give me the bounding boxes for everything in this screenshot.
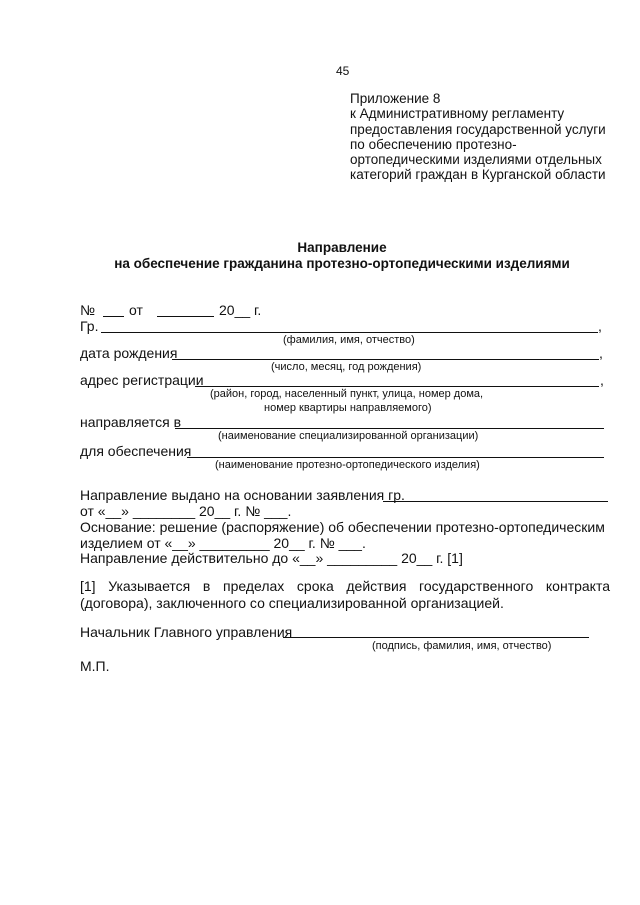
signature-label: Начальник Главного управления	[80, 624, 293, 640]
product-caption: (наименование протезно-ортопедического изделия)	[215, 459, 480, 471]
basis-line-1: Направление выдано на основании заявления гр.	[80, 487, 405, 503]
appendix-line: по обеспечению протезно-	[350, 136, 517, 152]
signature-caption: (подпись, фамилия, имя, отчество)	[372, 640, 552, 652]
page-number: 45	[336, 64, 350, 78]
basis-line-3: Основание: решение (распоряжение) об обеспечении протезно-ортопедическим	[80, 519, 605, 535]
product-field[interactable]	[187, 457, 604, 458]
address-caption: (район, город, населенный пункт, улица, номер дома,	[210, 388, 484, 400]
birth-label: дата рождения	[80, 345, 178, 361]
number-field[interactable]	[103, 316, 124, 317]
appendix-line: к Административному регламенту	[350, 106, 565, 122]
appendix-line: ортопедическими изделиями отдельных	[350, 152, 602, 168]
number-label: №	[80, 302, 96, 318]
address-field[interactable]	[195, 386, 599, 387]
signature-field[interactable]	[283, 637, 589, 638]
document-subtitle: на обеспечение гражданина протезно-ортопедическими изделиями	[114, 256, 570, 271]
birth-caption: (число, месяц, год рождения)	[271, 361, 422, 373]
from-label: от	[129, 302, 143, 318]
appendix-header	[350, 91, 620, 183]
organization-field[interactable]	[175, 428, 604, 429]
appendix-line: Приложение 8	[350, 91, 441, 106]
citizen-caption: (фамилия, имя, отчество)	[283, 334, 415, 346]
citizen-label: Гр.	[80, 318, 99, 334]
provision-label: для обеспечения	[80, 443, 192, 459]
organization-caption: (наименование специализированной организации)	[218, 430, 479, 442]
applicant-field[interactable]	[383, 501, 608, 502]
stamp-label: М.П.	[80, 658, 110, 674]
address-caption-2: номер квартиры направляемого)	[264, 402, 432, 414]
sent-to-label: направляется в	[80, 414, 182, 430]
address-label: адрес регистрации	[80, 372, 204, 388]
appendix-line: категорий граждан в Курганской области	[350, 167, 606, 183]
year-label: 20__ г.	[219, 302, 262, 318]
basis-line-4: изделием от «__» _________ 20__ г. № ___.	[80, 535, 366, 551]
birth-date-field[interactable]	[172, 359, 599, 360]
basis-line-2: от «__» ________ 20__ г. № ___.	[80, 503, 292, 519]
appendix-line: предоставления государственной услуги	[350, 121, 606, 137]
footnote: [1] Указывается в пределах срока действия государственного контракта (договора), заключенного со специализированной организацией.	[80, 578, 610, 611]
date-field[interactable]	[157, 316, 214, 317]
basis-line-5: Направление действительно до «__» _________ 20__ г. [1]	[80, 550, 463, 566]
citizen-name-field[interactable]	[101, 332, 598, 333]
document-title: Направление	[297, 240, 387, 255]
